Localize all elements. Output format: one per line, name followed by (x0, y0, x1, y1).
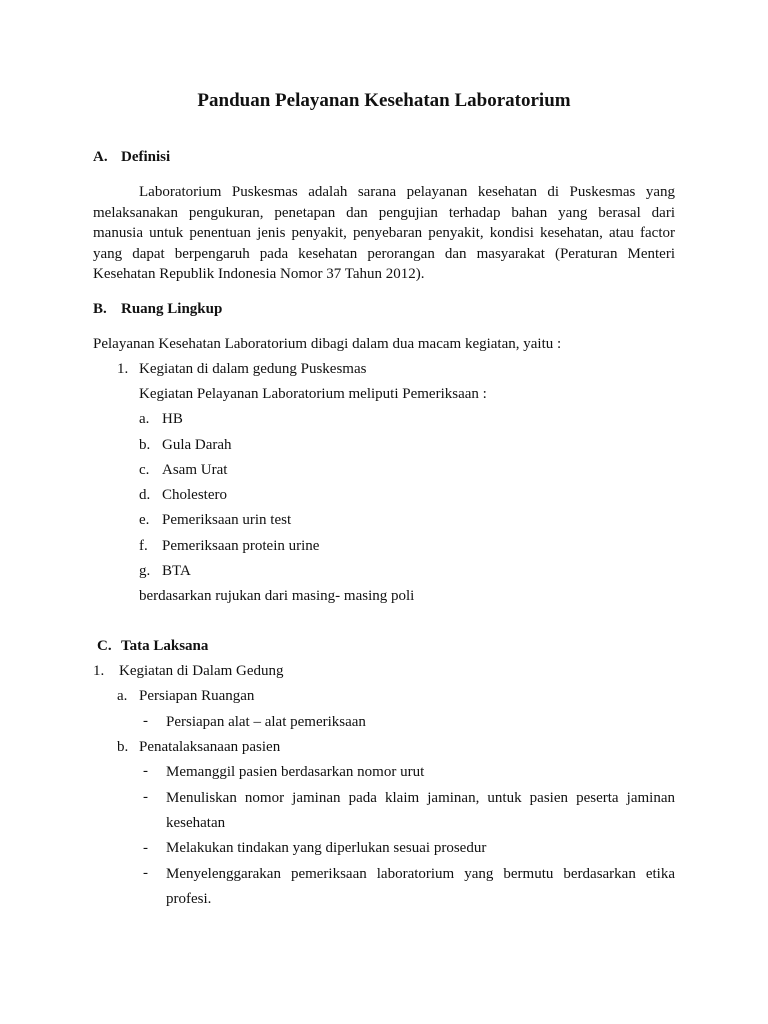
bullet-dash: - (143, 789, 148, 805)
exam-marker: a. (139, 411, 150, 427)
section-c-item-1-text: Kegiatan di Dalam Gedung (119, 663, 284, 679)
subitem-b-bullet-2-line-1: Menuliskan nomor jaminan pada klaim jaminan, untuk pasien peserta jaminan (166, 790, 675, 806)
section-a-para-line-3: manusia untuk penentuan jenis penyakit, penyebaran penyakit, kondisi kesehatan, atau factor (93, 225, 675, 241)
subitem-b-bullet-1: Memanggil pasien berdasarkan nomor urut (166, 764, 425, 780)
exam-item: HB (162, 411, 183, 427)
bullet-dash: - (143, 840, 148, 856)
exam-item: BTA (162, 563, 191, 579)
subitem-b-bullet-3: Melakukan tindakan yang diperlukan sesuai prosedur (166, 840, 487, 856)
section-b-item-1-description: Kegiatan Pelayanan Laboratorium meliputi Pemeriksaan : (139, 386, 487, 402)
exam-marker: e. (139, 512, 150, 528)
section-b-item-1-text: Kegiatan di dalam gedung Puskesmas (139, 361, 367, 377)
section-b-heading: Ruang Lingkup (121, 301, 223, 317)
subitem-b-bullet-4-line-1: Menyelenggarakan pemeriksaan laboratorium yang bermutu berdasarkan etika (166, 866, 675, 882)
subitem-a-text: Persiapan Ruangan (139, 688, 255, 704)
exam-item: Pemeriksaan urin test (162, 512, 292, 528)
section-a-heading: Definisi (121, 149, 171, 165)
bullet-dash: - (143, 763, 148, 779)
exam-item: Pemeriksaan protein urine (162, 538, 320, 554)
section-b-marker: B. (93, 301, 107, 317)
section-c-item-1-number: 1. (93, 663, 105, 679)
exam-item: Asam Urat (162, 462, 228, 478)
subitem-b-marker: b. (117, 739, 129, 755)
subitem-a-bullet-1: Persiapan alat – alat pemeriksaan (166, 714, 366, 730)
section-b-closing: berdasarkan rujukan dari masing- masing poli (139, 588, 415, 604)
section-a-para-line-1: Laboratorium Puskesmas adalah sarana pelayanan kesehatan di Puskesmas yang (139, 184, 675, 200)
subitem-b-bullet-4-line-2: profesi. (166, 891, 212, 907)
subitem-a-marker: a. (117, 688, 128, 704)
section-a-marker: A. (93, 149, 108, 165)
section-b-intro: Pelayanan Kesehatan Laboratorium dibagi dalam dua macam kegiatan, yaitu : (93, 336, 562, 352)
exam-item: Cholestero (162, 487, 227, 503)
exam-marker: g. (139, 563, 151, 579)
page-title: Panduan Pelayanan Kesehatan Laboratorium (197, 90, 571, 111)
section-c-marker: C. (97, 638, 112, 654)
section-b-item-1-number: 1. (117, 361, 129, 377)
exam-marker: d. (139, 487, 151, 503)
bullet-dash: - (143, 865, 148, 881)
section-a-para-line-4: yang dapat berpengaruh pada kesehatan perorangan dan masyarakat (Peraturan Menteri (93, 246, 675, 262)
section-a-para-line-5: Kesehatan Republik Indonesia Nomor 37 Tahun 2012). (93, 266, 425, 282)
section-a-para-line-2: melaksanakan pengukuran, penetapan dan pengujian terhadap bahan yang berasal dari (93, 205, 675, 221)
exam-marker: f. (139, 538, 148, 554)
subitem-b-text: Penatalaksanaan pasien (139, 739, 281, 755)
bullet-dash: - (143, 713, 148, 729)
exam-item: Gula Darah (162, 437, 232, 453)
section-c-heading: Tata Laksana (121, 638, 209, 654)
exam-marker: c. (139, 462, 150, 478)
subitem-b-bullet-2-line-2: kesehatan (166, 815, 226, 831)
exam-marker: b. (139, 437, 151, 453)
